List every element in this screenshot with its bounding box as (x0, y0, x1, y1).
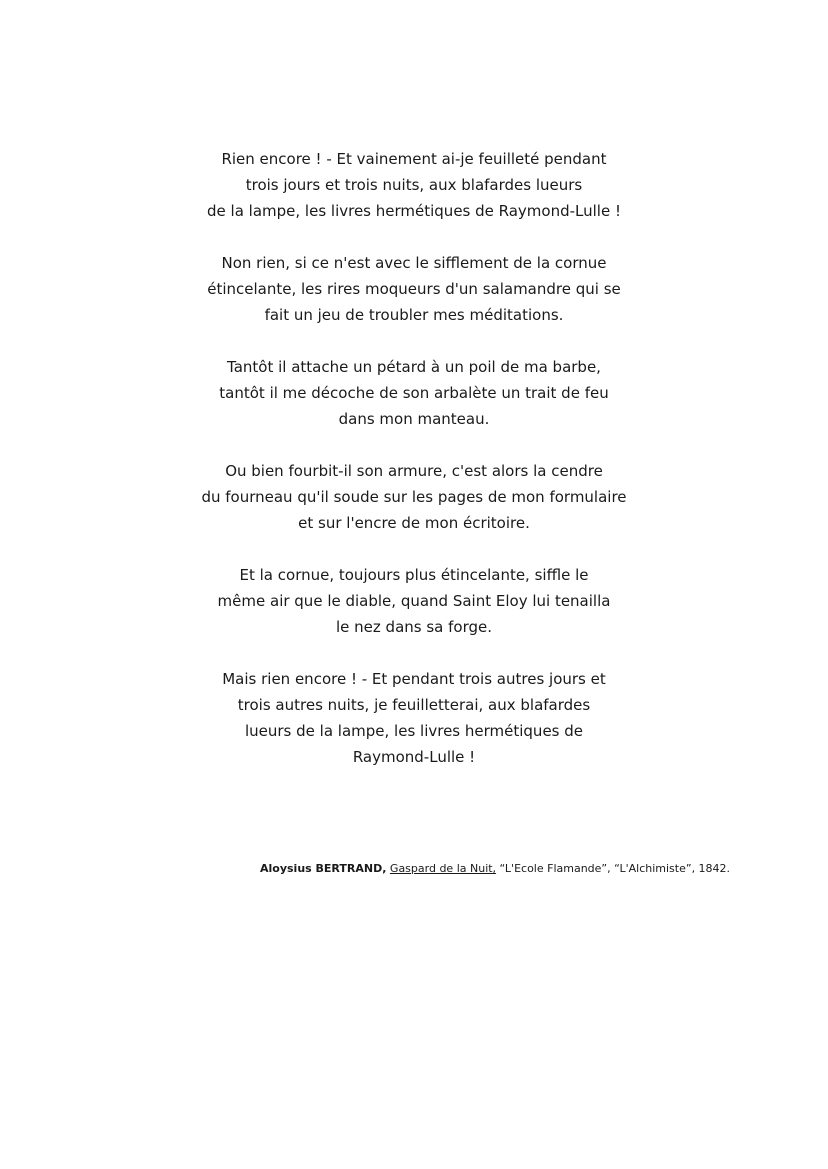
poem-line: Et la cornue, toujours plus étincelante, siffle le (239, 566, 589, 584)
stanza-2 (0, 250, 828, 328)
poem-line: tantôt il me décoche de son arbalète un trait de feu (219, 384, 609, 402)
poem-line: Raymond-Lulle ! (352, 748, 476, 766)
poem-line: du fourneau qu'il soude sur les pages de mon formulaire (201, 488, 627, 506)
stanza-1 (0, 146, 828, 224)
poem (0, 146, 828, 796)
poem-line: étincelante, les rires moqueurs d'un salamandre qui se (207, 280, 621, 298)
poem-line: de la lampe, les livres hermétiques de Raymond-Lulle ! (207, 202, 621, 220)
poem-line: Non rien, si ce n'est avec le sifflement de la cornue (221, 254, 607, 272)
stanza-4 (0, 458, 828, 536)
poem-line: Mais rien encore ! - Et pendant trois autres jours et (222, 670, 606, 688)
citation-author: Aloysius BERTRAND, (260, 862, 387, 875)
stanza-5 (0, 562, 828, 640)
poem-line: même air que le diable, quand Saint Eloy lui tenailla (217, 592, 611, 610)
poem-line: dans mon manteau. (338, 410, 490, 428)
poem-line: trois jours et trois nuits, aux blafardes lueurs (245, 176, 583, 194)
stanza-3 (0, 354, 828, 432)
poem-line: Ou bien fourbit-il son armure, c'est alors la cendre (225, 462, 603, 480)
poem-line: lueurs de la lampe, les livres hermétiques de (244, 722, 584, 740)
poem-line: le nez dans sa forge. (336, 618, 492, 636)
poem-line: trois autres nuits, je feuilletterai, aux blafardes (237, 696, 591, 714)
poem-line: Rien encore ! - Et vainement ai-je feuilleté pendant (221, 150, 607, 168)
poem-line: Tantôt il attache un pétard à un poil de ma barbe, (227, 358, 601, 376)
stanza-6 (0, 666, 828, 770)
poem-line: et sur l'encre de mon écritoire. (298, 514, 530, 532)
poem-line: fait un jeu de troubler mes méditations. (264, 306, 564, 324)
citation (260, 861, 730, 877)
citation-details: “L'Ecole Flamande”, “L'Alchimiste”, 1842. (496, 862, 731, 875)
citation-work-title: Gaspard de la Nuit, (389, 862, 497, 875)
